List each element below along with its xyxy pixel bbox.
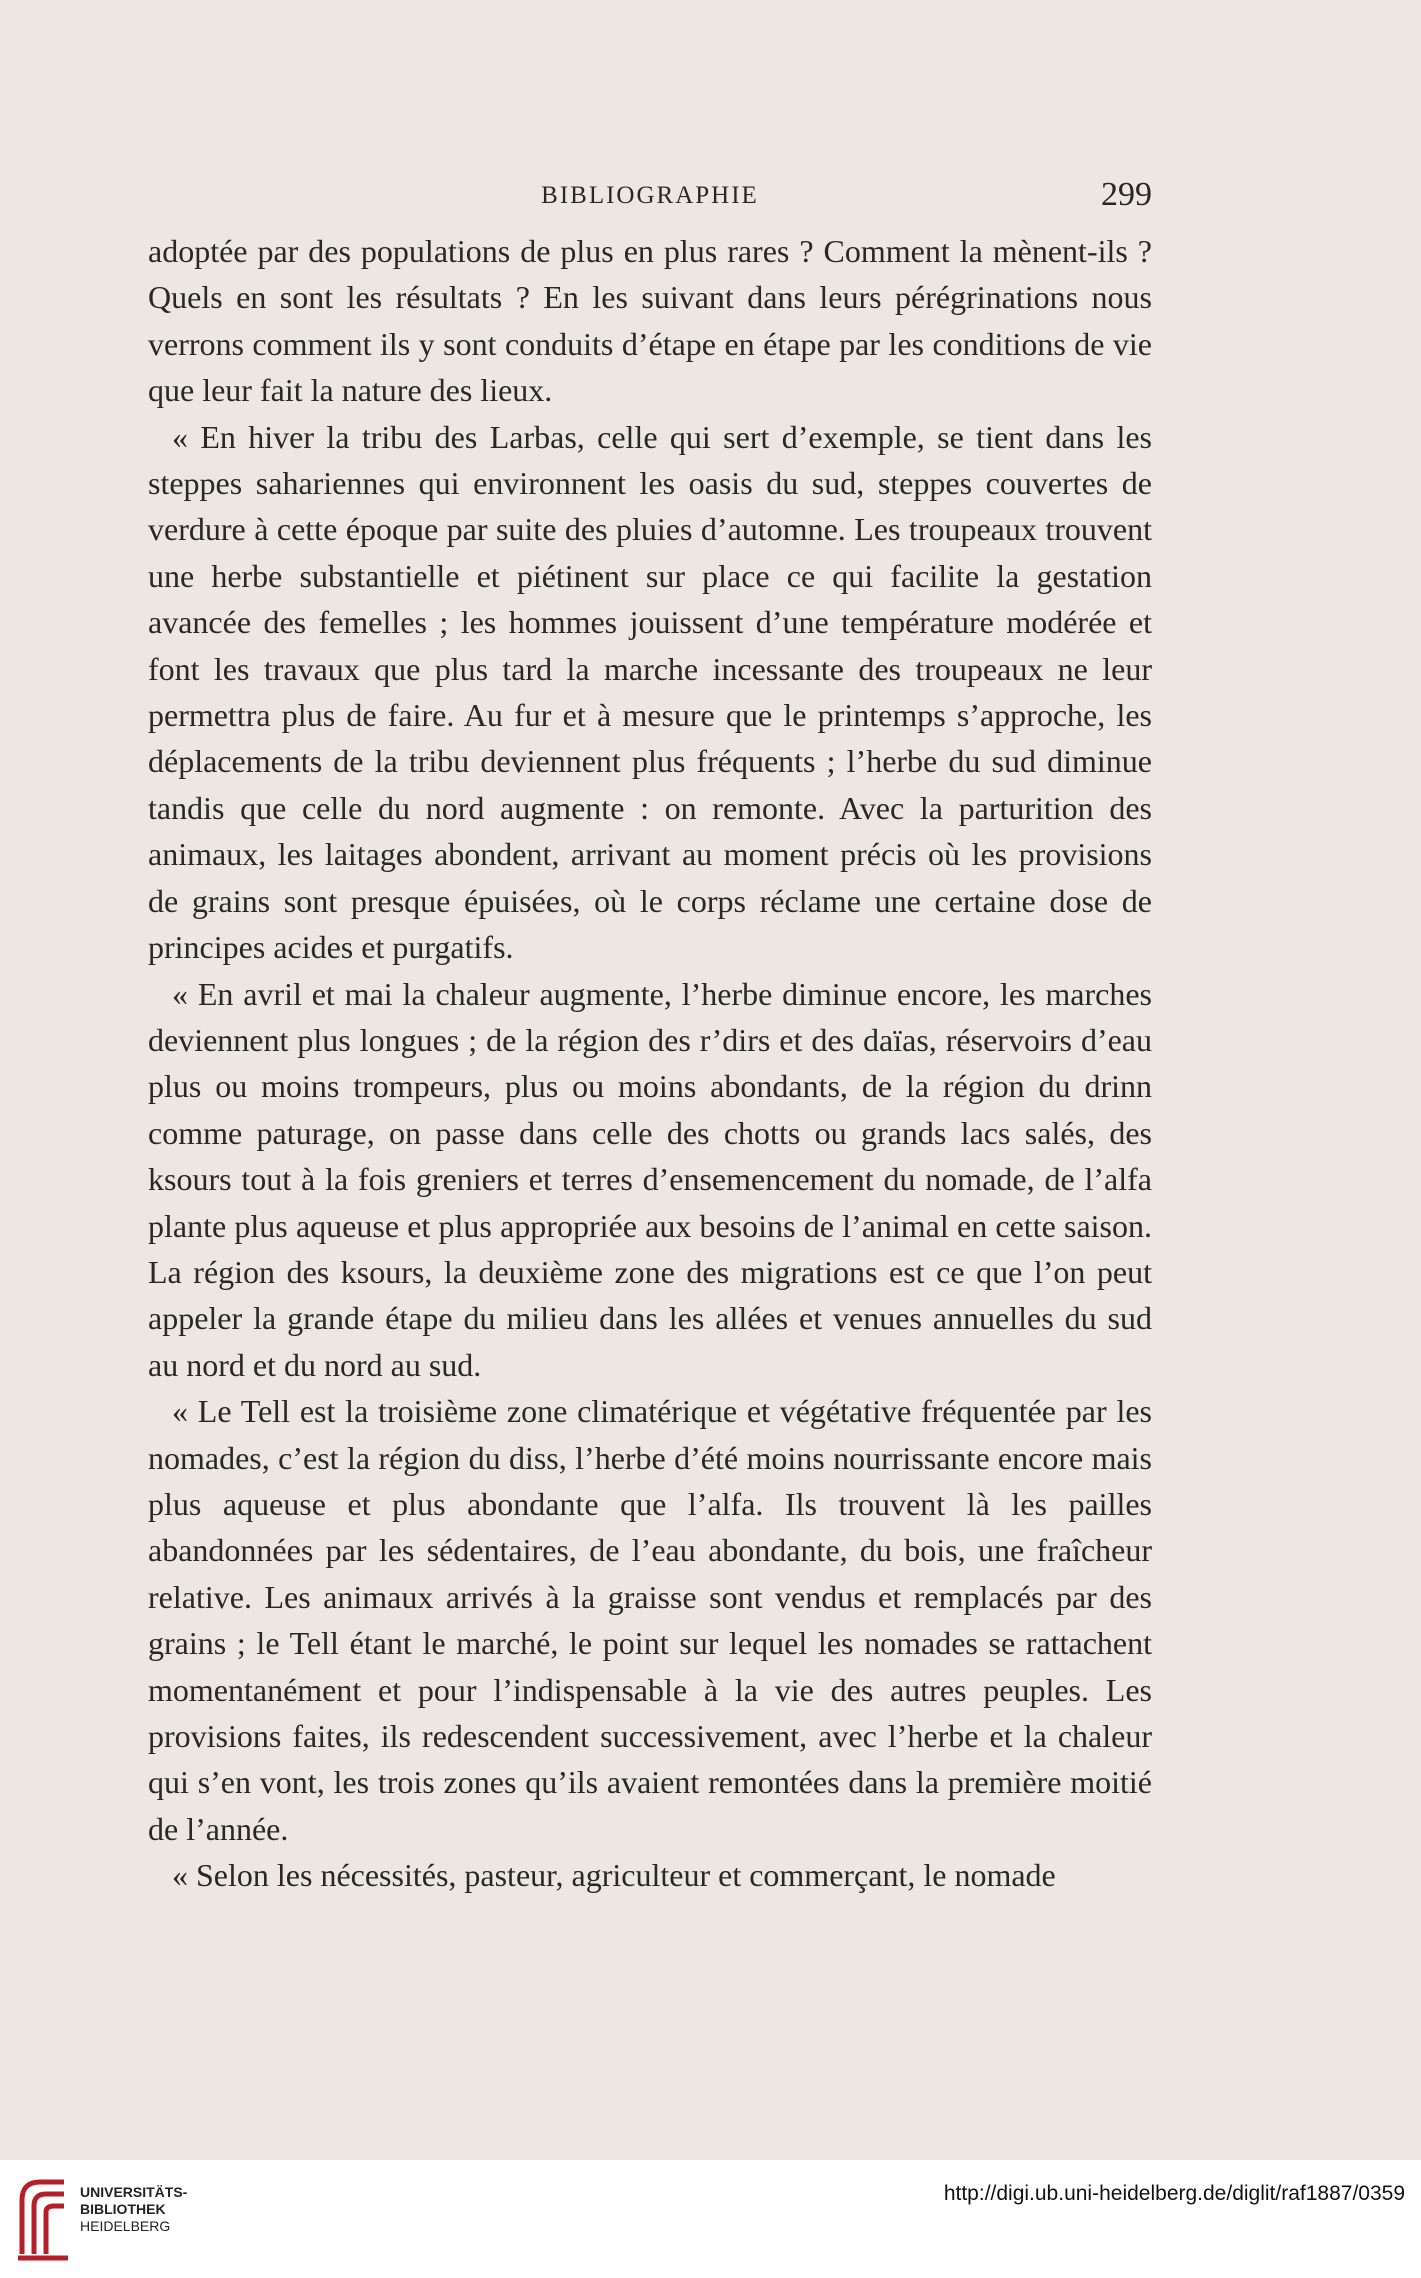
paragraph-5: « Selon les nécessités, pasteur, agriculteur et commerçant, le nomade bbox=[172, 1857, 1056, 1894]
digitization-footer bbox=[0, 2160, 1421, 2278]
source-url-link[interactable]: http://digi.ub.uni-heidelberg.de/diglit/raf1887/0359 bbox=[943, 2182, 1405, 2205]
library-name-line-3: HEIDELBERG bbox=[80, 2218, 171, 2234]
paragraph-2: « En hiver la tribu des Larbas, celle qui sert d’exemple, se tient dans les steppes sahariennes qui environnent les oasis du sud, steppes couvertes de verdure à cette époque par suite des pluies d’automne. Les troupeaux trouvent une herbe substantielle et piétinent sur place ce qui facilite la gestation avancée des femelles ; les hommes jouissent d’une température modérée et font les travaux que plus tard la marche incessante des troupeaux ne leur permettra plus de faire. Au fur et à mesure que le printemps s’approche, les déplacements de la tribu deviennent plus fréquents ; l’herbe du sud diminue tandis que celle du nord augmente : on remonte. Avec la parturition des animaux, les laitages abondent, arrivant au moment précis où les provisions de grains sont presque épuisées, où le corps réclame une certaine dose de principes acides et purgatifs. bbox=[148, 418, 1152, 966]
paragraph-4: « Le Tell est la troisième zone climatérique et végétative fréquentée par les nomades, c’est la région du diss, l’herbe d’été moins nourrissante encore mais plus aqueuse et plus abondante que l’alfa. Ils trouvent là les pailles abandonnées par les sédentaires, de l’eau abondante, du bois, une fraîcheur relative. Les animaux arrivés à la graisse sont vendus et remplacés par des grains ; le Tell étant le marché, le point sur lequel les nomades se rattachent momentanément et pour l’indispensable à la vie des autres peuples. Les provisions faites, ils redescendent successivement, avec l’herbe et la chaleur qui s’en vont, les trois zones qu’ils avaient remontées dans la première moitié de l’année. bbox=[148, 1393, 1152, 1847]
page-header bbox=[148, 176, 1152, 220]
paragraph-3: « En avril et mai la chaleur augmente, l’herbe diminue encore, les marches deviennent plus longues ; de la région des r’dirs et des daïas, réservoirs d’eau plus ou moins trompeurs, plus ou moins abondants, de la région du drinn comme paturage, on passe dans celle des chotts ou grands lacs salés, des ksours tout à la fois greniers et terres d’ensemencement du nomade, de l’alfa plante plus aqueuse et plus appropriée aux besoins de l’animal en cette saison. La région des ksours, la deuxième zone des migrations est ce que l’on peut appeler la grande étape du milieu dans les allées et venues annuelles du sud au nord et du nord au sud. bbox=[148, 975, 1152, 1383]
library-logo-icon bbox=[14, 2170, 72, 2262]
library-name-line-1: UNIVERSITÄTS- bbox=[80, 2184, 188, 2200]
page-number: 299 bbox=[1101, 176, 1152, 213]
body-text bbox=[148, 228, 1152, 1899]
paragraph-1: adoptée par des populations de plus en plus rares ? Comment la mènent-ils ? Quels en sont les résultats ? En les suivant dans leurs pérégrinations nous verrons comment ils y sont conduits d’étape en étape par les conditions de vie que leur fait la nature des lieux. bbox=[148, 233, 1152, 409]
library-name bbox=[80, 2184, 187, 2235]
running-title: BIBLIOGRAPHIE bbox=[541, 182, 759, 209]
library-name-line-2: BIBLIOTHEK bbox=[80, 2201, 166, 2217]
